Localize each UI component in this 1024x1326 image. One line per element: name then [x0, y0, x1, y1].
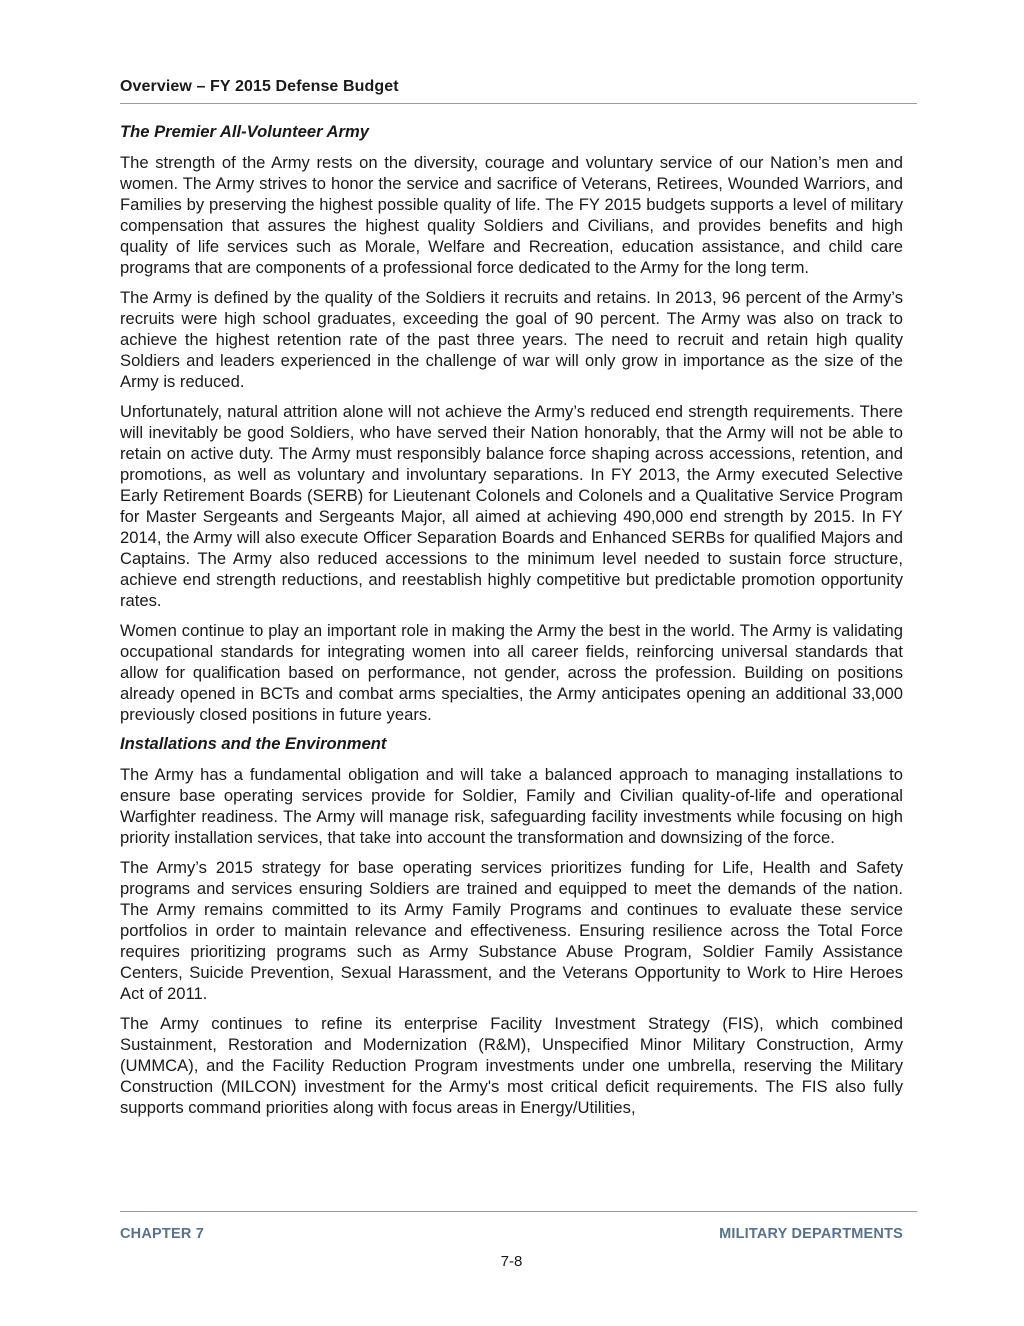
paragraph: Women continue to play an important role in making the Army the best in the world. The Army is validating occupational standards for integrating women into all career fields, reinforcing universal standards that allow for qualification based on performance, not gender, across the profession. Building on positions already opened in BCTs and combat arms specialties, the Army anticipates opening an additional 33,000 previously closed positions in future years.	[120, 621, 903, 724]
header-divider	[120, 103, 917, 104]
section-heading-installations: Installations and the Environment	[120, 734, 387, 753]
footer-chapter-label: CHAPTER 7	[120, 1226, 204, 1242]
footer-section-label: MILITARY DEPARTMENTS	[719, 1226, 903, 1242]
section-heading-premier-army: The Premier All-Volunteer Army	[120, 122, 369, 141]
paragraph: The Army is defined by the quality of the Soldiers it recruits and retains. In 2013, 96 percent of the Army’s recruits were high school graduates, exceeding the goal of 90 percent. The Army was also on track to achieve the highest retention rate of the past three years. The need to recruit and retain high quality Soldiers and leaders experienced in the challenge of war will only grow in importance as the size of the Army is reduced.	[120, 288, 903, 391]
footer-divider	[120, 1211, 917, 1212]
document-page	[120, 0, 903, 1326]
paragraph: Unfortunately, natural attrition alone will not achieve the Army’s reduced end strength requirements. There will inevitably be good Soldiers, who have served their Nation honorably, that the Army will not be able to retain on active duty. The Army must responsibly balance force shaping across accessions, retention, and promotions, as well as voluntary and involuntary separations. In FY 2013, the Army executed Selective Early Retirement Boards (SERB) for Lieutenant Colonels and Colonels and a Qualitative Service Program for Master Sergeants and Sergeants Major, all aimed at achieving 490,000 end strength by 2015. In FY 2014, the Army will also execute Officer Separation Boards and Enhanced SERBs for qualified Majors and Captains. The Army also reduced accessions to the minimum level needed to sustain force structure, achieve end strength reductions, and reestablish highly competitive but predictable promotion opportunity rates.	[120, 402, 903, 610]
body-content	[120, 122, 903, 1127]
paragraph: The strength of the Army rests on the diversity, courage and voluntary service of our Nation’s men and women. The Army strives to honor the service and sacrifice of Veterans, Retirees, Wounded Warriors, and Families by preserving the highest possible quality of life. The FY 2015 budgets supports a level of military compensation that assures the highest quality Soldiers and Civilians, and provides benefits and high quality of life services such as Morale, Welfare and Recreation, education assistance, and child care programs that are components of a professional force dedicated to the Army for the long term.	[120, 153, 903, 277]
paragraph: The Army’s 2015 strategy for base operating services prioritizes funding for Life, Health and Safety programs and services ensuring Soldiers are trained and equipped to meet the demands of the nation. The Army remains committed to its Army Family Programs and continues to evaluate these service portfolios in order to maintain relevance and effectiveness. Ensuring resilience across the Total Force requires prioritizing programs such as Army Substance Abuse Program, Soldier Family Assistance Centers, Suicide Prevention, Sexual Harassment, and the Veterans Opportunity to Work to Hire Heroes Act of 2011.	[120, 858, 903, 1003]
paragraph: The Army has a fundamental obligation and will take a balanced approach to managing installations to ensure base operating services provide for Soldier, Family and Civilian quality-of-life and operational Warfighter readiness. The Army will manage risk, safeguarding facility investments while focusing on high priority installation services, that take into account the transformation and downsizing of the force.	[120, 765, 903, 847]
running-header-title: Overview – FY 2015 Defense Budget	[120, 78, 399, 95]
paragraph: The Army continues to refine its enterprise Facility Investment Strategy (FIS), which combined Sustainment, Restoration and Modernization (R&M), Unspecified Minor Military Construction, Army (UMMCA), and the Facility Reduction Program investments under one umbrella, reserving the Military Construction (MILCON) investment for the Army's most critical deficit requirements. The FIS also fully supports command priorities along with focus areas in Energy/Utilities,	[120, 1014, 903, 1117]
page-number: 7-8	[500, 1253, 523, 1270]
